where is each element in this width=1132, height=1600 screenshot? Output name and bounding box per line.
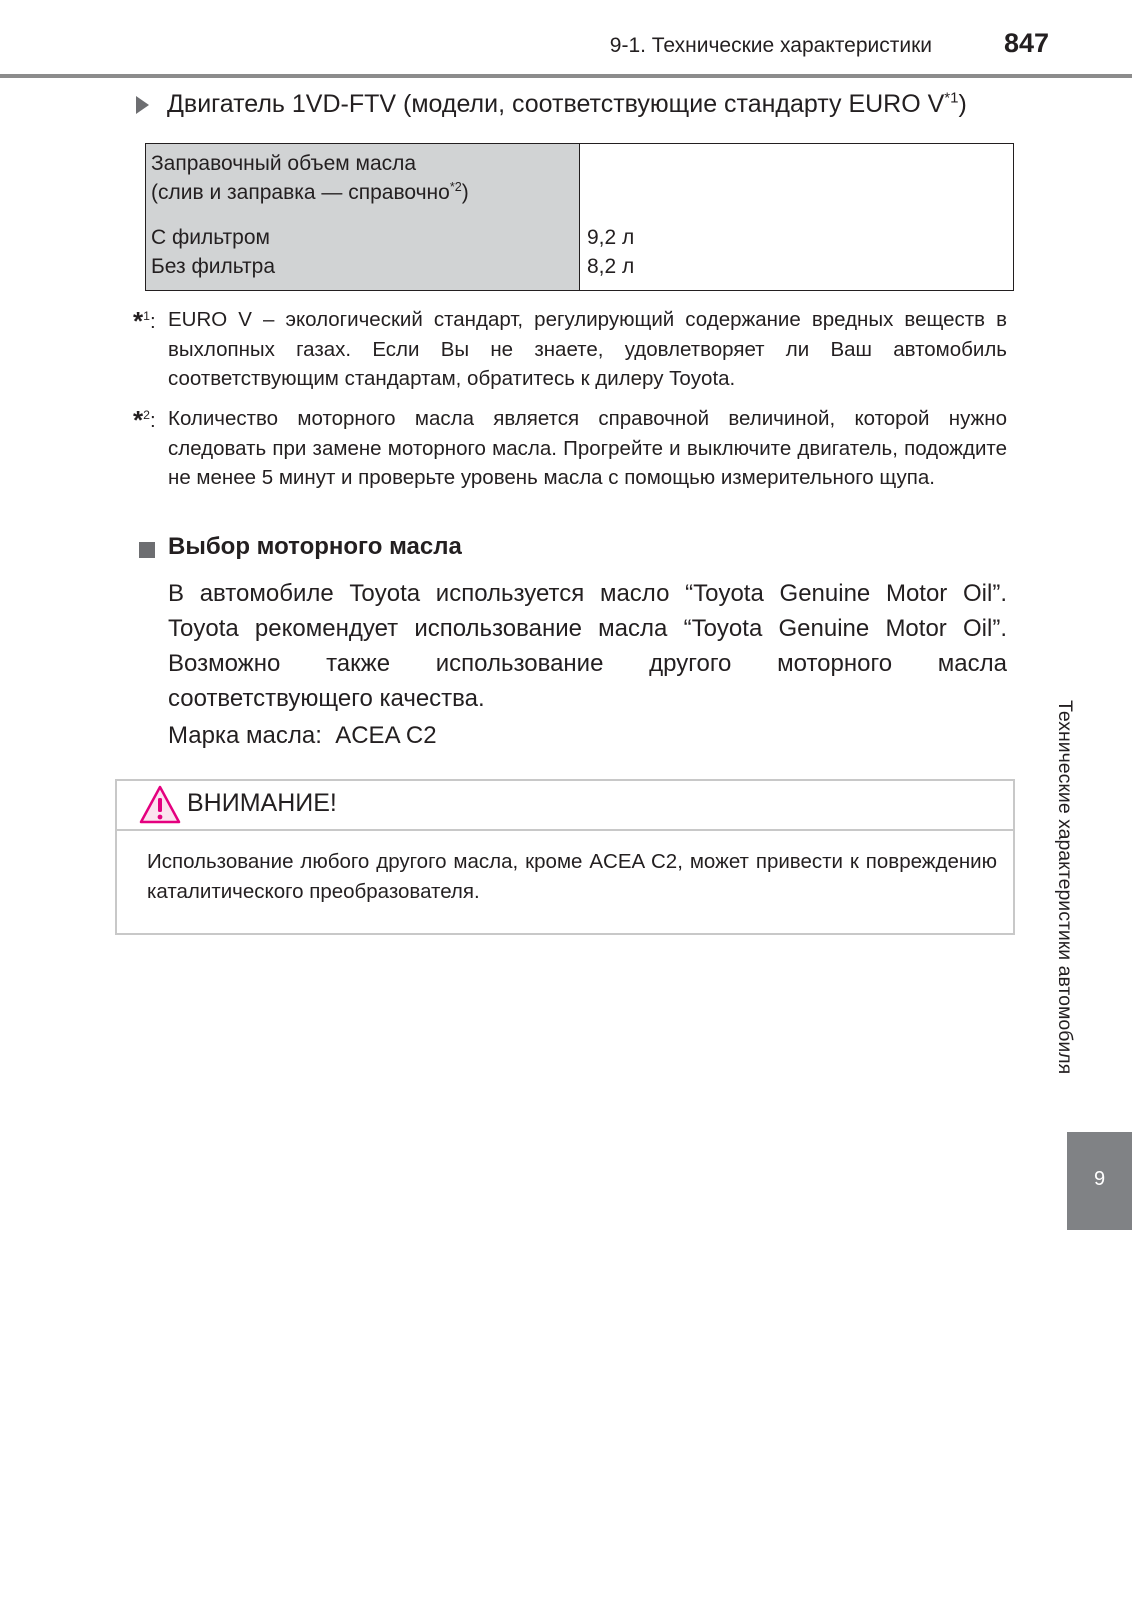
table-value-column <box>580 144 1013 290</box>
table-row-value: 9,2 л <box>587 226 635 249</box>
footnote-star: * <box>133 405 144 435</box>
footnote-ref-2: *2 <box>449 180 462 194</box>
section-paragraph: В автомобиле Toyota используется масло “Toyota Genuine Motor Oil”. Toyota рекомендует использование масла “Toyota Genuine Motor Oil”. Возможно также использование другого моторного масла соответствующего качества. <box>168 580 1007 712</box>
page-number: 847 <box>1004 28 1050 58</box>
oil-brand-label: Марка масла: <box>168 722 322 749</box>
table-label-column <box>146 144 580 290</box>
caution-box <box>115 779 1015 935</box>
footnote-1 <box>133 305 1007 394</box>
chapter-number: 9 <box>1093 1168 1106 1190</box>
table-header-line2-text: (слив и заправка — справочно <box>151 181 450 204</box>
footnote-2-text: Количество моторного масла является справочной величиной, которой нужно следовать при замене моторного масла. Прогрейте и выключите двигатель, подождите не менее 5 минут и проверьте уровень масла с помощью измерительного щупа. <box>168 407 1007 489</box>
side-chapter-label: Технические характеристики автомобиля <box>1054 700 1076 1075</box>
table-row-value: 8,2 л <box>587 255 635 278</box>
table-row-label: Без фильтра <box>151 255 276 278</box>
footnote-2-mark <box>133 404 156 436</box>
footnote-1-text: EURO V – экологический стандарт, регулирующий содержание вредных веществ в выхлопных газах. Если Вы не знаете, удовлетворяет ли Ваш автомобиль соответствующим стандартам, обратитесь к дилеру Toyota. <box>168 308 1007 390</box>
section-title: Выбор моторного масла <box>168 533 462 560</box>
engine-subheading-text: Двигатель 1VD-FTV (модели, соответствующие стандарту EURO V <box>167 90 945 118</box>
table-header-line2 <box>151 178 469 207</box>
footnote-star: * <box>133 306 144 336</box>
caution-header <box>117 781 1013 831</box>
running-header-section: 9-1. Технические характеристики <box>609 34 932 57</box>
footnote-sep: : <box>149 409 156 432</box>
oil-brand-line <box>168 722 437 750</box>
oil-brand-value: ACEA C2 <box>335 722 437 749</box>
footnote-ref-1: *1 <box>944 89 959 107</box>
oil-capacity-table <box>145 143 1014 291</box>
chapter-tab <box>1067 1132 1132 1230</box>
warning-triangle-icon <box>139 785 181 825</box>
footnote-2 <box>133 404 1007 493</box>
table-header-close: ) <box>461 181 469 204</box>
footnote-sep: : <box>149 310 156 333</box>
caution-title: ВНИМАНИЕ! <box>187 789 337 817</box>
triangle-bullet-icon <box>136 96 149 114</box>
engine-subheading-close: ) <box>958 90 967 118</box>
footnote-number: 1 <box>143 309 150 324</box>
footnote-number: 2 <box>143 408 150 423</box>
header-rule <box>0 74 1132 78</box>
square-bullet-icon <box>139 542 155 558</box>
caution-text: Использование любого другого масла, кроме ACEA C2, может привести к повреждению каталитического преобразователя. <box>147 850 997 903</box>
engine-subheading <box>167 90 967 119</box>
table-row-label: С фильтром <box>151 226 270 249</box>
footnote-1-mark <box>133 305 156 337</box>
table-header-line1: Заправочный объем масла <box>151 152 417 175</box>
